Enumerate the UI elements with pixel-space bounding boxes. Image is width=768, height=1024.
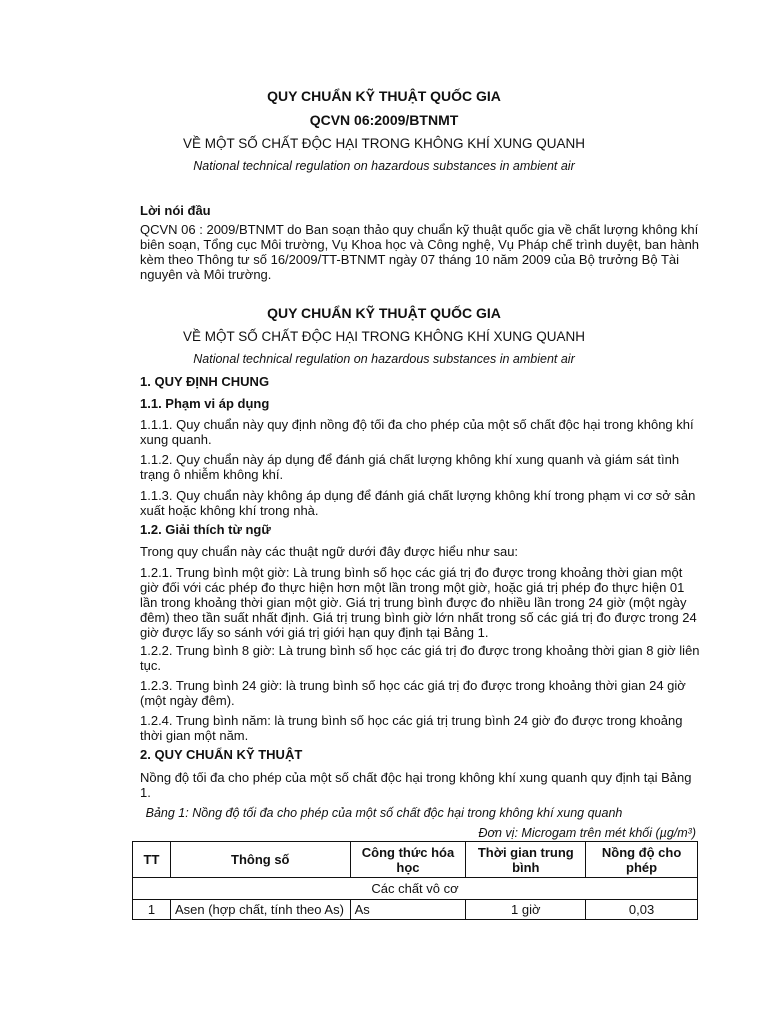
paragraph-1-2-2: 1.2.2. Trung bình 8 giờ: Là trung bình số học các giá trị đo được trong khoảng thời gian 8 giờ liên tục. [140,643,700,673]
cell-parameter: Asen (hợp chất, tính theo As) [170,900,350,920]
paragraph-1-2-4: 1.2.4. Trung bình năm: là trung bình số học các giá trị trung bình 24 giờ đo được trong khoảng thời gian một năm. [140,713,683,743]
section-2-heading: 2. QUY CHUẨN KỸ THUẬT [140,747,303,762]
regulation-title: QUY CHUẨN KỸ THUẬT QUỐC GIA [267,305,501,321]
document-english-title: National technical regulation on hazardous substances in ambient air [193,159,575,173]
document-code: QCVN 06:2009/BTNMT [309,112,459,128]
column-header-averaging-time: Thời gian trung bình [466,842,586,878]
cell-limit: 0,03 [586,900,698,920]
foreword-heading: Lời nói đầu [140,203,211,218]
foreword-text: QCVN 06 : 2009/BTNMT do Ban soạn thảo quy chuẩn kỹ thuật quốc gia về chất lượng không khí biên soạn, Tổng cục Môi trường, Vụ Khoa học và Công nghệ, Vụ Pháp chế trình duyệt, ban hành kèm theo Thông tư số 16/2009/TT-BTNMT ngày 07 tháng 10 năm 2009 của Bộ trưởng Bộ Tài nguyên và Môi trường. [140,222,700,282]
paragraph-1-1-1: 1.1.1. Quy chuẩn này quy định nồng độ tối đa cho phép của một số chất độc hại trong không khí xung quanh. [140,417,694,447]
column-header-tt: TT [133,842,171,878]
table-unit: Đơn vị: Microgam trên mét khối (µg/m³) [478,826,696,840]
table-row [133,900,698,920]
cell-formula: As [350,900,466,920]
table-caption: Bảng 1: Nồng độ tối đa cho phép của một số chất độc hại trong không khí xung quanh [145,806,623,820]
column-header-formula: Công thức hóa học [350,842,466,878]
paragraph-1-2-intro: Trong quy chuẩn này các thuật ngữ dưới đây được hiểu như sau: [140,544,519,559]
section-1-1-heading: 1.1. Phạm vi áp dụng [140,396,270,411]
group-label: Các chất vô cơ [133,878,698,900]
column-header-parameter: Thông số [170,842,350,878]
paragraph-1-2-3: 1.2.3. Trung bình 24 giờ: là trung bình số học các giá trị đo được trong khoảng thời gian 24 giờ (một ngày đêm). [140,678,686,708]
paragraph-1-1-3: 1.1.3. Quy chuẩn này không áp dụng để đánh giá chất lượng không khí trong phạm vi cơ sở sản xuất hoặc không khí trong nhà. [140,488,696,518]
document-subtitle: VỀ MỘT SỐ CHẤT ĐỘC HẠI TRONG KHÔNG KHÍ XUNG QUANH [182,136,586,151]
column-header-limit: Nồng độ cho phép [586,842,698,878]
paragraph-1-1-2: 1.1.2. Quy chuẩn này áp dụng để đánh giá chất lượng không khí xung quanh và giám sát tình trạng ô nhiễm không khí. [140,452,680,482]
regulation-subtitle: VỀ MỘT SỐ CHẤT ĐỘC HẠI TRONG KHÔNG KHÍ XUNG QUANH [182,329,586,344]
section-2-intro: Nồng độ tối đa cho phép của một số chất độc hại trong không khí xung quanh quy định tại Bảng 1. [140,770,692,800]
table-group-row [133,878,698,900]
document-title: QUY CHUẨN KỸ THUẬT QUỐC GIA [267,88,501,104]
table-header-row [133,842,698,878]
cell-averaging-time: 1 giờ [466,900,586,920]
cell-tt: 1 [133,900,171,920]
regulation-english-title: National technical regulation on hazardous substances in ambient air [193,352,575,366]
section-1-heading: 1. QUY ĐỊNH CHUNG [140,374,270,389]
paragraph-1-2-1: 1.2.1. Trung bình một giờ: Là trung bình số học các giá trị đo được trong khoảng thời gian một giờ đối với các phép đo thực hiện hơn một lần trong một giờ, hoặc giá trị phép đo thực hiện 01 lần trong khoảng thời gian một giờ. Giá trị trung bình được đo nhiều lần trong 24 giờ (một ngày đêm) theo tần suất nhất định. Giá trị trung bình giờ lớn nhất trong số các giá trị đo được trong 24 giờ được lấy so sánh với giá trị giới hạn quy định tại Bảng 1. [140,565,697,640]
section-1-2-heading: 1.2. Giải thích từ ngữ [140,522,271,537]
limits-table [132,841,698,920]
